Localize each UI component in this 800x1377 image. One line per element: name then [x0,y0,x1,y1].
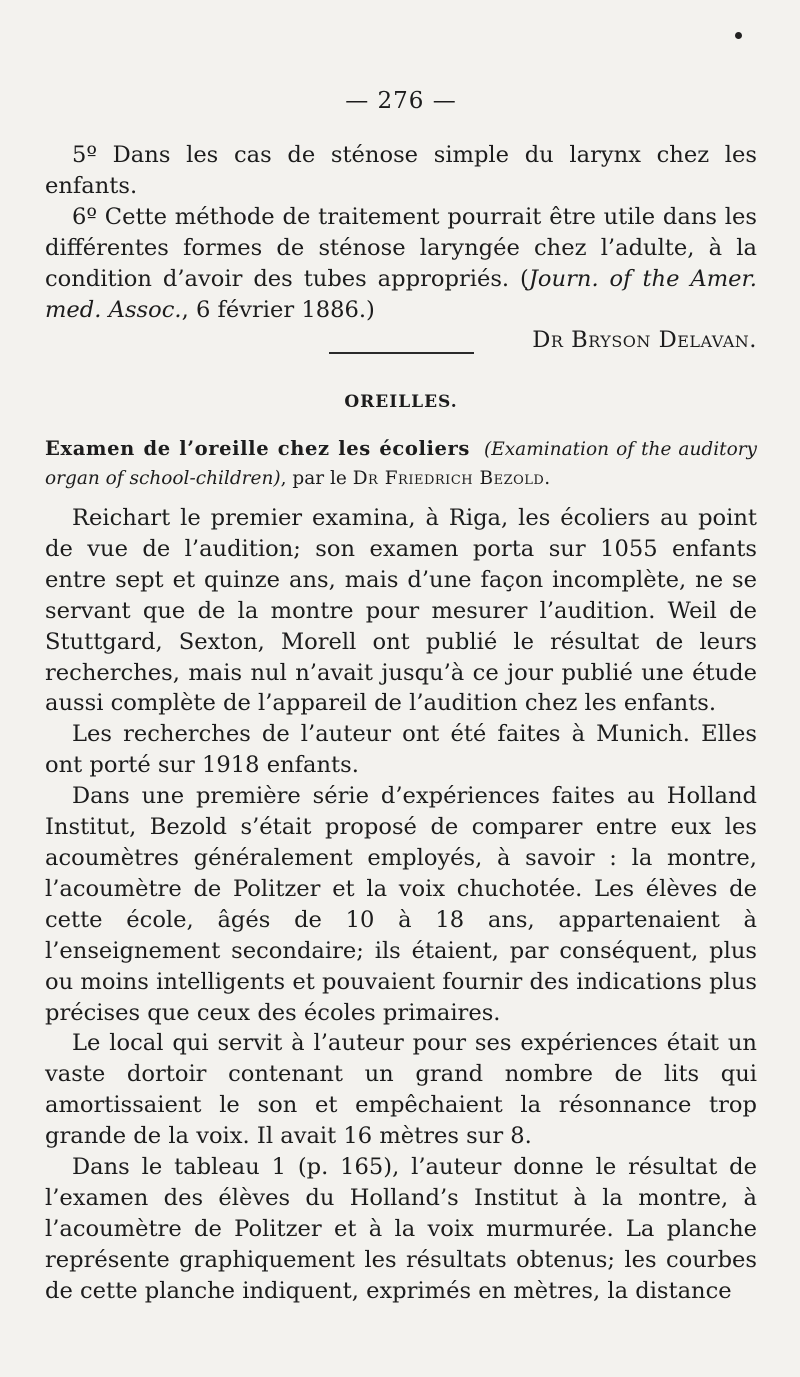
paragraph-1: Reichart le premier examina, à Riga, les écoliers au point de vue de l’audition; son examen porta sur 1055 enfants entre sept et quinze ans, mais d’une façon incomplète, ne se servant que de la montre pour mesurer l’audition. Weil de Stuttgard, Sexton, Morell ont publié le résultat de leurs recherches, mais nul n’avait jusqu’à ce jour publié une étude aussi complète de l’appareil de l’audition chez les enfants. [45,505,757,717]
page-number: — 276 — [345,88,457,114]
paragraph-3: Dans une première série d’expériences faites au Holland Institut, Bezold s’était proposé de comparer entre eux les acoumètres généralement employés, à savoir : la montre, l’acoumètre de Politzer et la voix chuchotée. Les élèves de cette école, âgés de 10 à 18 ans, appartenaient à l’enseignement secondaire; ils étaient, par conséquent, plus ou moins intelligents et pouvaient fournir des indications plus précises que ceux des écoles primaires. [45,783,757,1026]
article-title-translation: (Examination of the auditory organ of school-children) [45,439,758,489]
list-item-6-text: 6º Cette méthode de traitement pourrait être utile dans les différentes formes de sténose laryngée chez l’adulte, à la condition d’avoir des tubes appropriés. ( [45,203,757,292]
paragraph-5: Dans le tableau 1 (p. 165), l’auteur donne le résultat de l’examen des élèves du Holland’s Institut à la montre, à l’acoumètre de Politzer et à la voix murmurée. La planche représente graphiquement les résultats obtenus; les courbes de cette planche indiquent, exprimés en mètres, la distance [45,1154,757,1304]
journal-reference: Journ. of the Amer. med. Assoc. [45,265,757,323]
section-heading: OREILLES. [344,392,458,412]
signature: Dr Bryson Delavan. [532,327,757,354]
article-title-main: Examen de l’oreille chez les écoliers [45,437,470,460]
journal-date: , 6 février 1886.) [181,296,375,323]
list-item-6 [45,202,757,326]
byline-prefix: , par le [280,468,353,489]
top-list [45,140,757,356]
paragraph-2: Les recherches de l’auteur ont été faites à Munich. Elles ont porté sur 1918 enfants. [45,721,757,779]
paragraph-4: Le local qui servit à l’auteur pour ses expériences était un vaste dortoir contenant un grand nombre de lits qui amortissaient le son et empêchaient la résonnance trop grande de la voix. Il avait 16 mètres sur 8. [45,1030,757,1150]
section-divider [329,352,474,354]
article-body [45,503,757,1307]
ink-dot [735,32,742,39]
list-item-5: 5º Dans les cas de sténose simple du larynx chez les enfants. [45,142,757,199]
article-author: Dr Friedrich Bezold. [352,468,551,489]
article-title [45,434,757,493]
